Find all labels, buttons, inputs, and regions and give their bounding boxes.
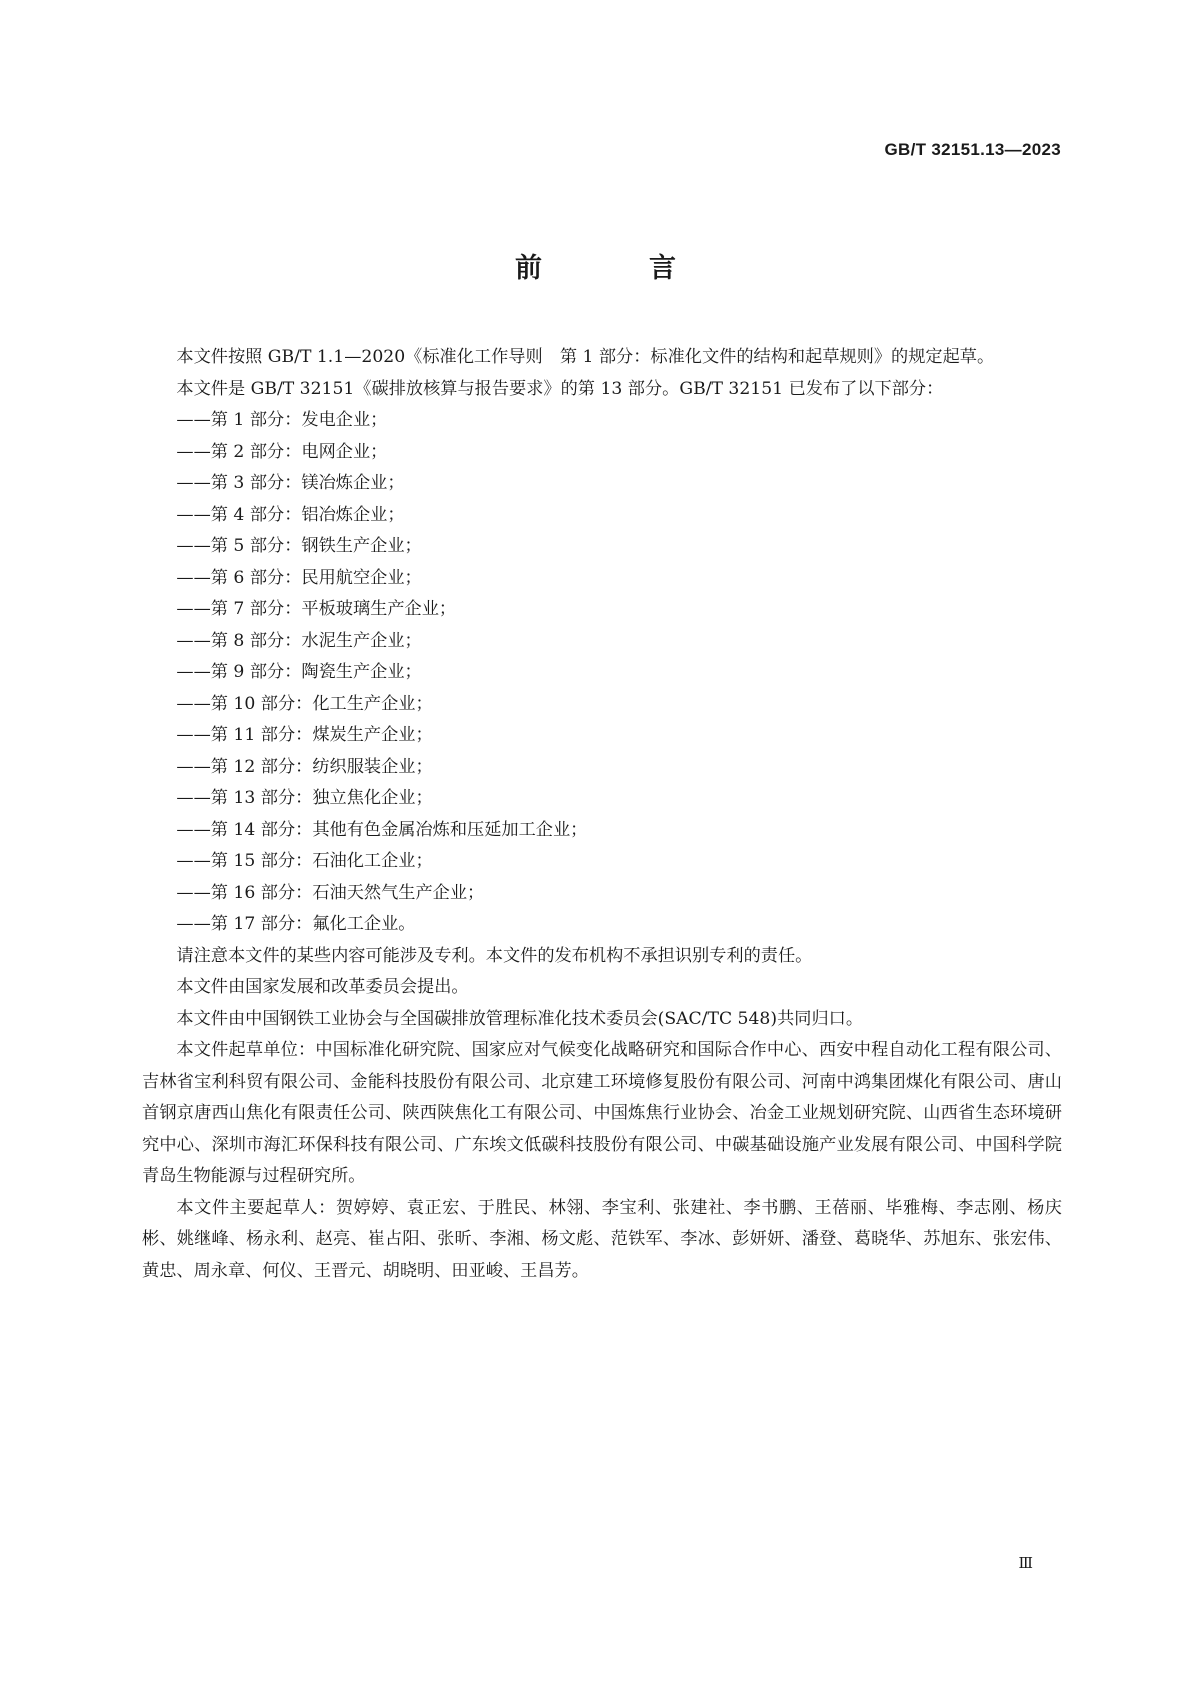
list-item: ——第 15 部分：石油化工企业； (176, 851, 433, 871)
page-title: 前 言 (515, 253, 716, 284)
foreword-body (142, 342, 1062, 1287)
list-item: ——第 7 部分：平板玻璃生产企业； (176, 599, 457, 619)
list-item: ——第 10 部分：化工生产企业； (176, 693, 433, 714)
list-item: ——第 6 部分：民用航空企业； (176, 567, 422, 588)
list-item: ——第 13 部分：独立焦化企业； (176, 788, 433, 808)
list-item: ——第 11 部分：煤炭生产企业； (176, 725, 433, 745)
list-item: ——第 2 部分：电网企业； (176, 441, 388, 462)
list-item: ——第 12 部分：纺织服装企业； (176, 756, 433, 777)
intro-paragraph: 本文件是 GB/T 32151《碳排放核算与报告要求》的第 13 部分。GB/T 32151 已发布了以下部分： (176, 378, 944, 399)
centralized-statement: 本文件由中国钢铁工业协会与全国碳排放管理标准化技术委员会(SAC/TC 548)共同归口。 (176, 1008, 864, 1029)
list-item: ——第 8 部分：水泥生产企业； (176, 630, 422, 651)
drafters: 本文件主要起草人：贺婷婷、袁正宏、于胜民、林翎、李宝利、张建社、李书鹏、王蓓丽、毕雅梅、李志刚、杨庆彬、姚继峰、杨永利、赵亮、崔占阳、张昕、李湘、杨文彪、范铁军、李冰、彭妍妍、潘登、葛晓华、苏旭东、张宏伟、黄忠、周永章、何仪、王晋元、胡晓明、田亚峻、王昌芳。 (142, 1197, 1062, 1281)
page-number: Ⅲ (1018, 1554, 1033, 1572)
list-item: ——第 14 部分：其他有色金属冶炼和压延加工企业； (176, 819, 588, 840)
drafting-units: 本文件起草单位：中国标准化研究院、国家应对气候变化战略研究和国际合作中心、西安中程自动化工程有限公司、吉林省宝利科贸有限公司、金能科技股份有限公司、北京建工环境修复股份有限公司、河南中鸿集团煤化有限公司、唐山首钢京唐西山焦化有限责任公司、陕西陕焦化工有限公司、中国炼焦行业协会、冶金工业规划研究院、山西省生态环境研究中心、深圳市海汇环保科技有限公司、广东埃文低碳科技股份有限公司、中碳基础设施产业发展有限公司、中国科学院青岛生物能源与过程研究所。 (142, 1040, 1062, 1186)
intro-paragraph: 本文件按照 GB/T 1.1—2020《标准化工作导则 第 1 部分：标准化文件的结构和起草规则》的规定起草。 (176, 347, 995, 367)
patent-notice: 请注意本文件的某些内容可能涉及专利。本文件的发布机构不承担识别专利的责任。 (176, 945, 813, 966)
list-item: ——第 3 部分：镁冶炼企业； (176, 473, 405, 493)
list-item: ——第 16 部分：石油天然气生产企业； (176, 882, 485, 903)
list-item: ——第 9 部分：陶瓷生产企业； (176, 662, 422, 682)
standard-code: GB/T 32151.13—2023 (884, 140, 1061, 159)
list-item: ——第 1 部分：发电企业； (176, 410, 388, 430)
list-item: ——第 17 部分：氟化工企业。 (176, 914, 416, 934)
proposer-statement: 本文件由国家发展和改革委员会提出。 (176, 977, 469, 997)
list-item: ——第 5 部分：钢铁生产企业； (176, 536, 422, 556)
parts-list (142, 405, 1062, 941)
list-item: ——第 4 部分：铝冶炼企业； (176, 504, 405, 525)
